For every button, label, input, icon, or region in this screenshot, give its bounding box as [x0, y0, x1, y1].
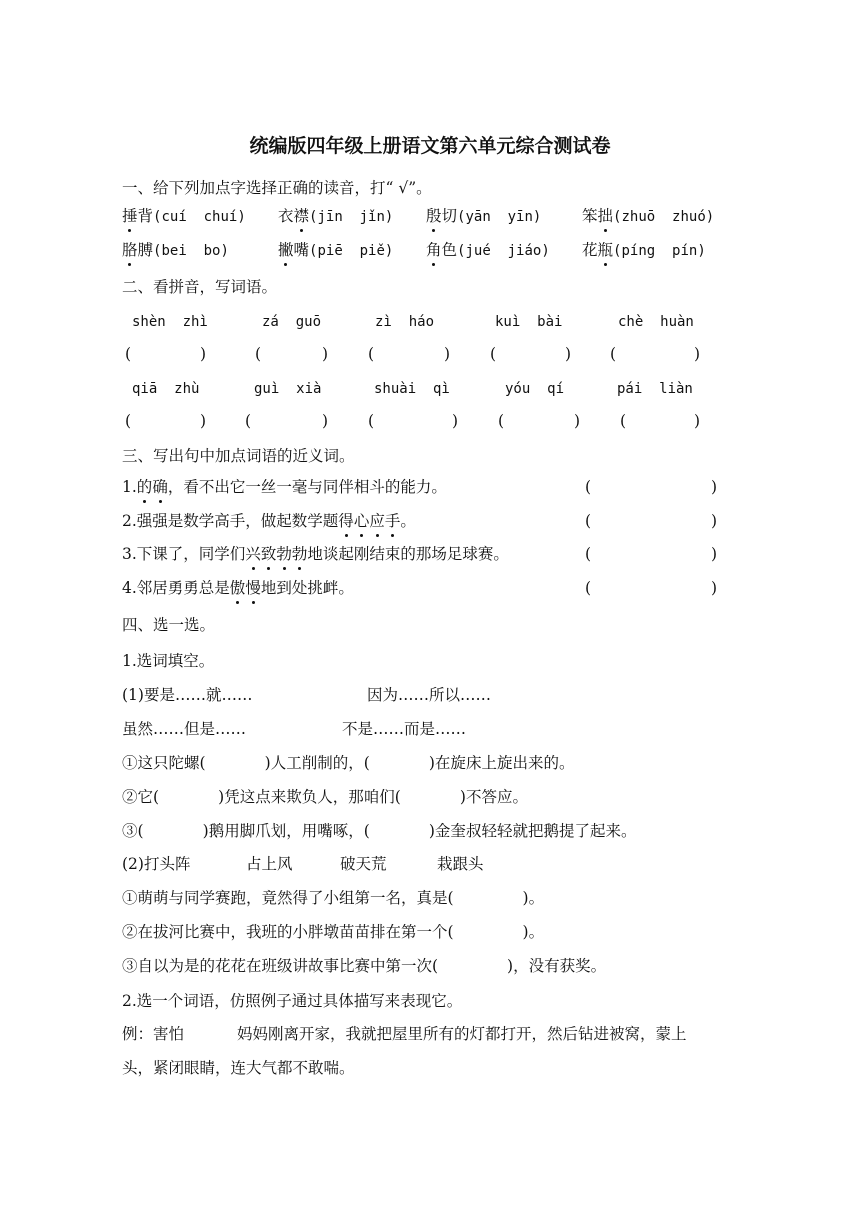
answer-blank-end: )	[565, 345, 572, 363]
s1-item-3: 殷切(yān yīn)	[426, 207, 542, 225]
section3-heading: 三、写出句中加点词语的近义词。	[122, 447, 355, 465]
word-option: 不是……而是……	[342, 720, 467, 738]
word-option: 栽跟头	[437, 855, 484, 873]
answer-blank-end: )	[574, 412, 581, 430]
pinyin-label: zì háo	[375, 314, 435, 330]
fill-sentence: ②在拔河比赛中，我班的小胖墩苗苗排在第一个( )。	[122, 923, 545, 941]
s1-item-7: 角色(jué jiáo)	[426, 241, 550, 259]
answer-blank[interactable]: (	[585, 545, 592, 563]
answer-blank[interactable]: (	[368, 412, 375, 430]
answer-blank-end: )	[711, 512, 718, 530]
fill-sentence: ①萌萌与同学赛跑，竟然得了小组第一名，真是( )。	[122, 889, 545, 907]
answer-blank-end: )	[694, 345, 701, 363]
s3-sentence-2: 2.强强是数学高手，做起数学题得心应手。	[122, 512, 416, 530]
example-label: 例：害怕	[122, 1025, 185, 1043]
answer-blank-end: )	[452, 412, 459, 430]
answer-blank[interactable]: (	[585, 579, 592, 597]
answer-blank[interactable]: (	[255, 345, 262, 363]
answer-blank-end: )	[200, 412, 207, 430]
section4-heading: 四、选一选。	[122, 616, 216, 634]
answer-blank[interactable]: (	[585, 512, 592, 530]
pinyin-label: yóu qí	[505, 381, 565, 397]
answer-blank[interactable]: (	[125, 345, 132, 363]
pinyin-label: kuì bài	[495, 314, 563, 330]
pinyin-label: shèn zhì	[132, 314, 208, 330]
sub-heading-2: 2.选一个词语，仿照例子通过具体描写来表现它。	[122, 992, 463, 1010]
s1-item-4: 笨拙(zhuō zhuó)	[582, 207, 715, 225]
s3-sentence-3: 3.下课了，同学们兴致勃勃地谈起刚结束的那场足球赛。	[122, 545, 509, 563]
word-option: (1)要是……就……	[122, 686, 253, 704]
pinyin-label: guì xià	[254, 381, 322, 397]
s1-item-2: 衣襟(jīn jǐn)	[278, 207, 394, 225]
s1-item-6: 撇嘴(piē piě)	[278, 241, 394, 259]
word-option: (2)打头阵	[122, 855, 191, 873]
answer-blank[interactable]: (	[620, 412, 627, 430]
word-option: 因为……所以……	[367, 686, 492, 704]
example-text-cont: 头，紧闭眼睛，连大气都不敢喘。	[122, 1059, 355, 1077]
answer-blank[interactable]: (	[610, 345, 617, 363]
answer-blank-end: )	[322, 412, 329, 430]
pinyin-label: pái liàn	[617, 381, 693, 397]
answer-blank[interactable]: (	[498, 412, 505, 430]
pinyin-label: shuài qì	[374, 381, 450, 397]
example-text: 妈妈刚离开家，我就把屋里所有的灯都打开，然后钻进被窝，蒙上	[237, 1025, 687, 1043]
answer-blank[interactable]: (	[245, 412, 252, 430]
answer-blank[interactable]: (	[585, 478, 592, 496]
fill-sentence: ②它( )凭这点来欺负人，那咱们( )不答应。	[122, 788, 528, 806]
pinyin-label: zá guō	[262, 314, 322, 330]
answer-blank-end: )	[694, 412, 701, 430]
fill-sentence: ③自以为是的花花在班级讲故事比赛中第一次( )，没有获奖。	[122, 957, 607, 975]
answer-blank-end: )	[711, 478, 718, 496]
sub-heading-1: 1.选词填空。	[122, 652, 215, 670]
answer-blank[interactable]: (	[125, 412, 132, 430]
word-option: 占上风	[246, 855, 293, 873]
answer-blank-end: )	[711, 579, 718, 597]
answer-blank[interactable]: (	[368, 345, 375, 363]
word-option: 虽然……但是……	[122, 720, 247, 738]
answer-blank-end: )	[711, 545, 718, 563]
s1-item-5: 胳膊(bei bo)	[122, 241, 229, 259]
section2-heading: 二、看拼音，写词语。	[122, 278, 278, 296]
pinyin-label: qiā zhù	[132, 381, 200, 397]
word-option: 破天荒	[340, 855, 387, 873]
s3-sentence-4: 4.邻居勇勇总是傲慢地到处挑衅。	[122, 579, 354, 597]
answer-blank-end: )	[322, 345, 329, 363]
answer-blank[interactable]: (	[490, 345, 497, 363]
answer-blank-end: )	[444, 345, 451, 363]
s3-sentence-1: 1.的确，看不出它一丝一毫与同伴相斗的能力。	[122, 478, 447, 496]
pinyin-label: chè huàn	[618, 314, 694, 330]
s1-item-1: 捶背(cuí chuí)	[122, 207, 246, 225]
answer-blank-end: )	[200, 345, 207, 363]
fill-sentence: ③( )鹅用脚爪划，用嘴啄，( )金奎叔轻轻就把鹅提了起来。	[122, 822, 637, 840]
section1-heading: 一、给下列加点字选择正确的读音，打“ √”。	[122, 179, 432, 197]
s1-item-8: 花瓶(píng pín)	[582, 241, 706, 259]
page-title: 统编版四年级上册语文第六单元综合测试卷	[249, 135, 611, 157]
fill-sentence: ①这只陀螺( )人工削制的，( )在旋床上旋出来的。	[122, 754, 575, 772]
